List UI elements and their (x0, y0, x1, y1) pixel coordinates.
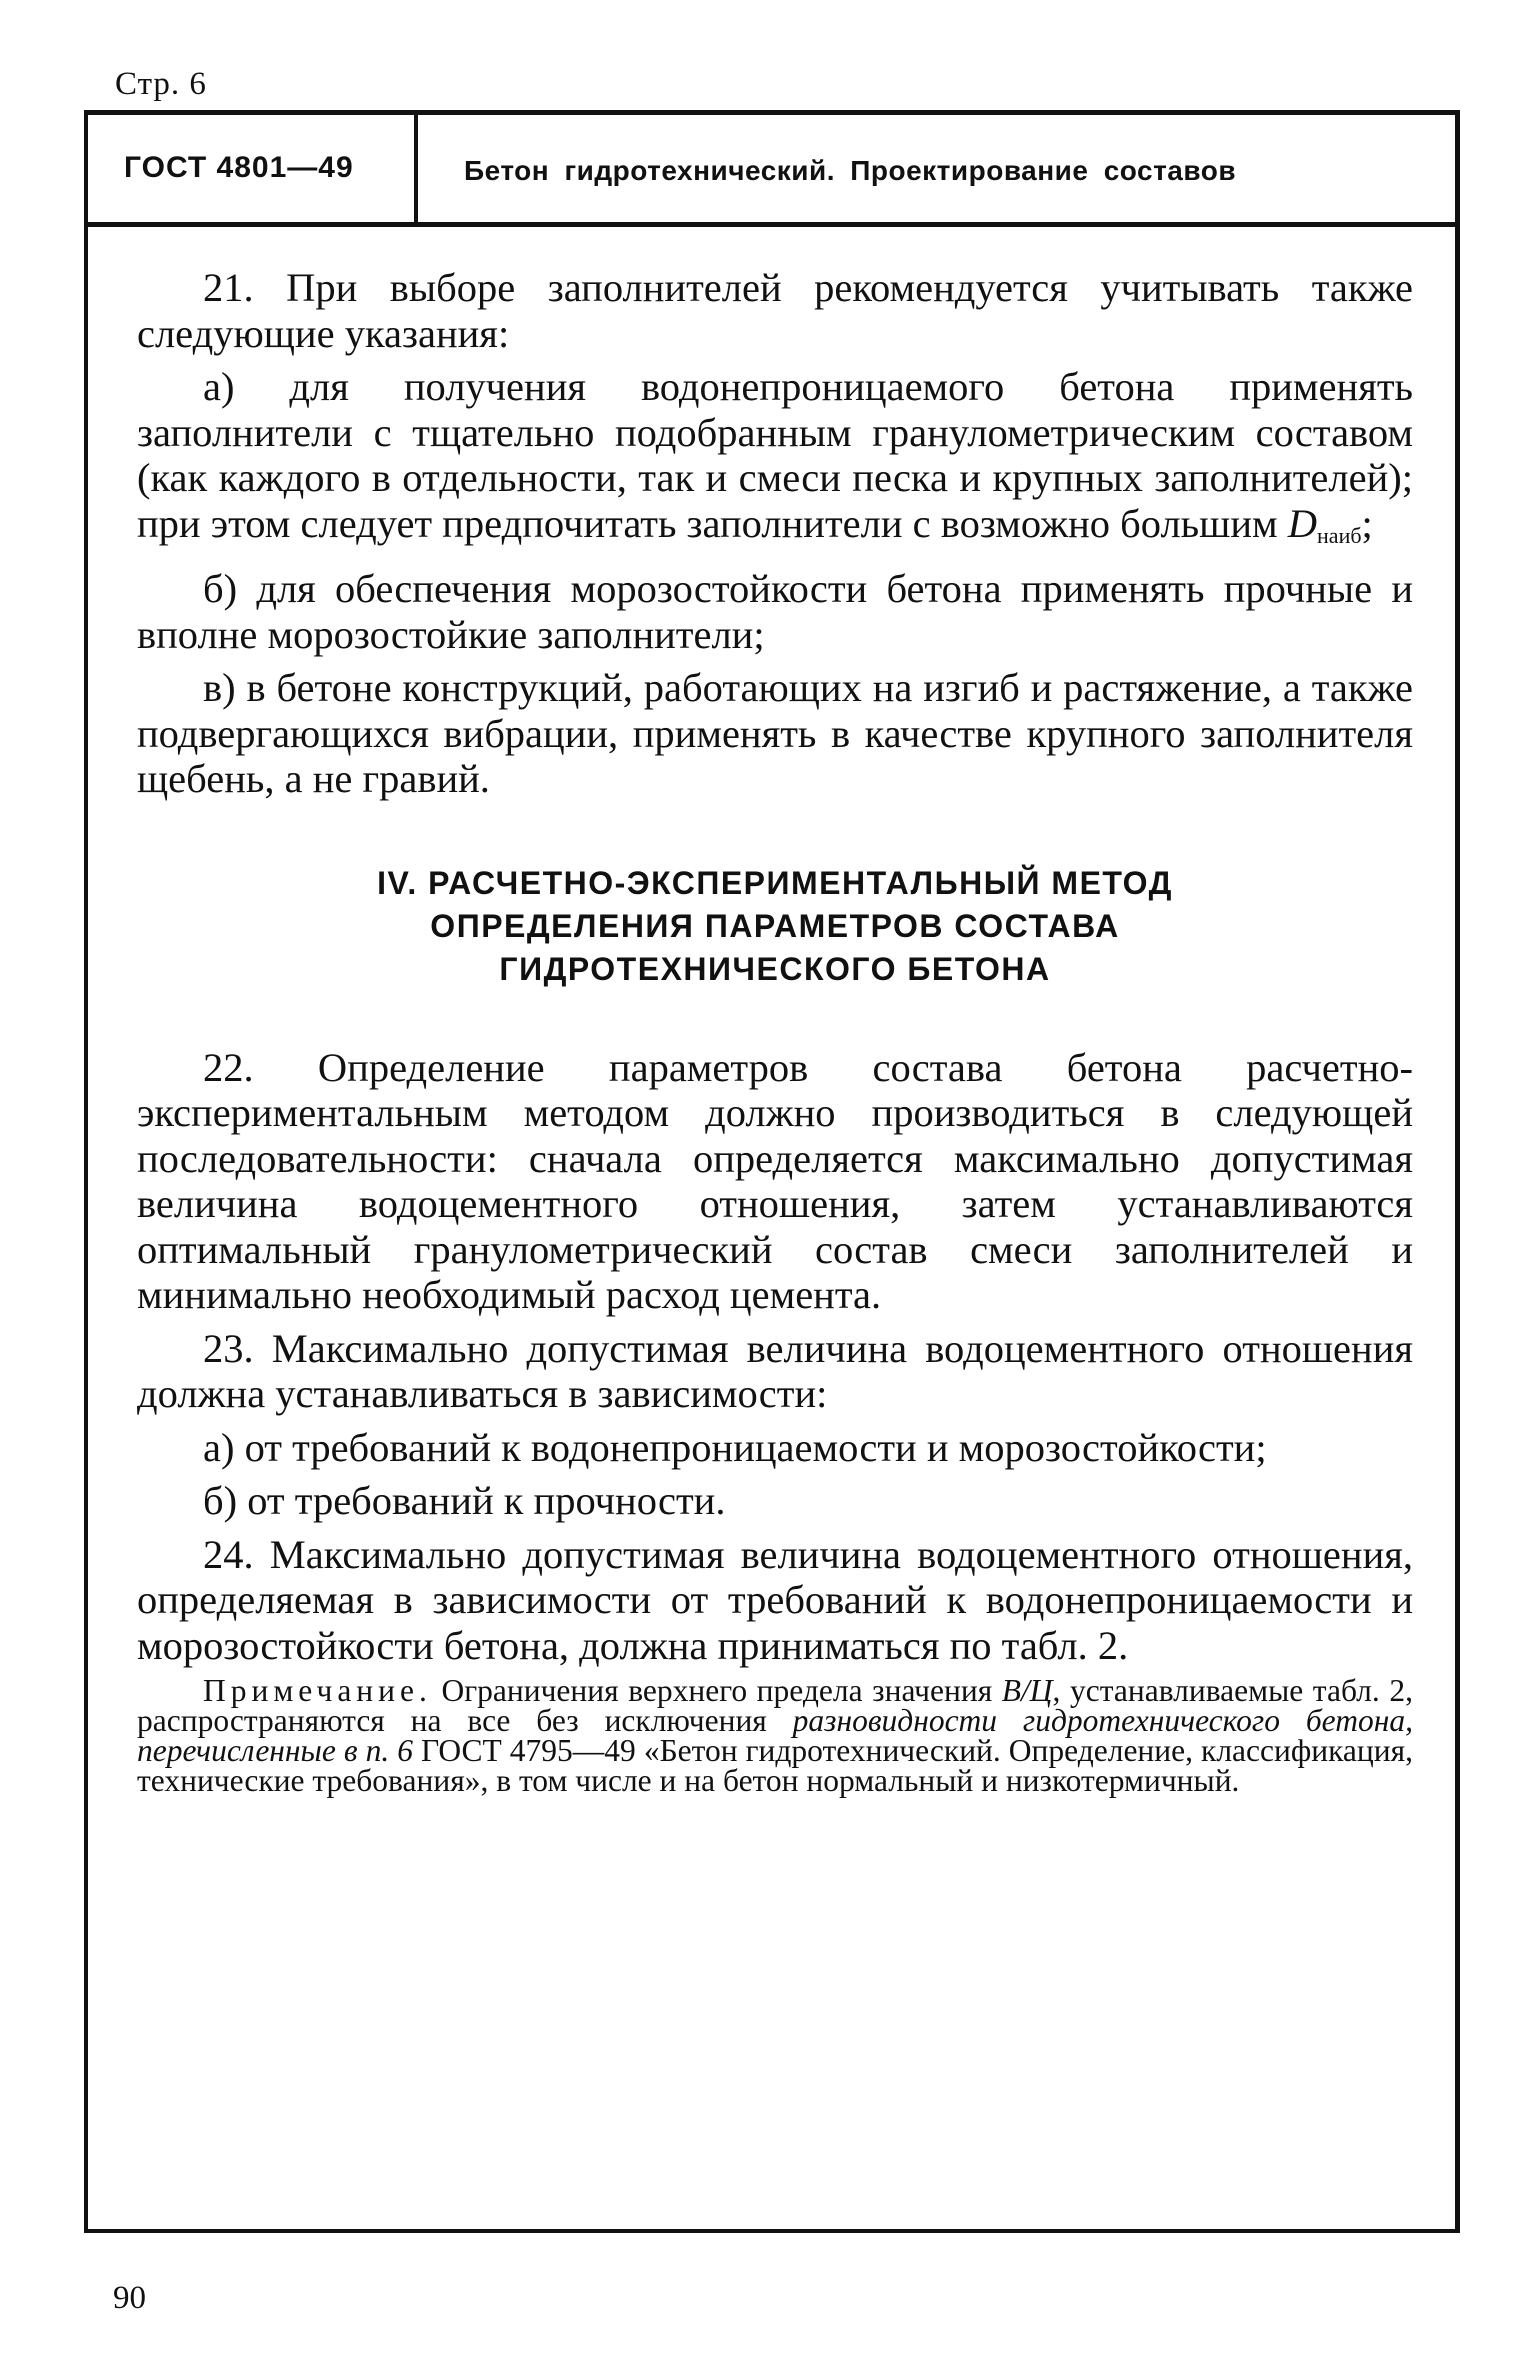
symbol-d: D (1287, 500, 1318, 546)
note-text-3: ГОСТ 4795—49 «Бетон гидротехнический. Определение, классификация, технические требования», в том числе и на бетон нормальный и низкотермичный. (137, 1733, 1413, 1798)
note-text-1: Ограничения верхнего предела значения (431, 1673, 1002, 1708)
section-heading-line-1: IV. РАСЧЕТНО-ЭКСПЕРИМЕНТАЛЬНЫЙ МЕТОД (377, 864, 1173, 901)
clause-23-item-a: а) от требований к водонепроницаемости и морозостойкости; (203, 1424, 1267, 1470)
clause-22: 22. Определение параметров состава бетона расчетно-экспериментальным методом должно производиться в следующей последовательности: сначала определяется максимально допустимая величина водоцементного отношения, затем устанавливаются оптимальный гранулометрический состав смеси заполнителей и минимально необходимый расход цемента. (137, 1044, 1413, 1317)
clause-21-intro: 21. При выборе заполнителей рекомендуется учитывать также следующие указания: (137, 265, 1413, 356)
header-divider (414, 115, 418, 227)
clause-23-item-b: б) от требований к прочности. (203, 1478, 726, 1523)
note-text-2: , устанавливаемые табл. 2, распространяются на все без исключения (137, 1673, 1413, 1738)
clause-21-item-a-text: а) для получения водонепроницаемого бетона применять заполнители с тщательно подобранным гранулометрическим составом (как каждого в отдельности, так и смеси песка и крупных заполнителей); при этом следует предпочитать заполнители с возможно большим (137, 364, 1413, 546)
section-heading (137, 862, 1413, 991)
standard-code: ГОСТ 4801—49 (124, 151, 354, 184)
note-italic-text: разновидности гидротехнического бетона, перечисленные в п. 6 (137, 1703, 1413, 1768)
clause-21-item-c: в) в бетоне конструкций, работающих на изгиб и растяжение, а также подвергающихся вибрации, применять в качестве крупного заполнителя щебень, а не гравий. (137, 665, 1413, 801)
clause-23-intro: 23. Максимально допустимая величина водоцементного отношения должна устанавливаться в зависимости: (137, 1325, 1413, 1416)
running-header (88, 115, 1455, 227)
note-ratio: В/Ц (1001, 1673, 1053, 1708)
page-body (137, 265, 1413, 1796)
note (137, 1673, 1413, 1798)
clause-24: 24. Максимально допустимая величина водоцементного отношения, определяемая в зависимости от требований к водонепроницаемости и морозостойкости бетона, должна приниматься по табл. 2. (137, 1531, 1413, 1668)
note-label: Примечание. (203, 1673, 432, 1708)
page-label: Стр. 6 (115, 66, 207, 102)
page-number: 90 (113, 2280, 146, 2316)
clause-21-item-a (137, 364, 1413, 558)
symbol-subscript: наиб (1317, 522, 1362, 548)
clause-21-item-a-end: ; (1361, 500, 1373, 546)
section-heading-line-2: ОПРЕДЕЛЕНИЯ ПАРАМЕТРОВ СОСТАВА (430, 907, 1120, 944)
section-heading-line-3: ГИДРОТЕХНИЧЕСКОГО БЕТОНА (499, 950, 1051, 987)
standard-title: Бетон гидротехнический. Проектирование составов (464, 155, 1237, 186)
clause-21-item-b: б) для обеспечения морозостойкости бетона применять прочные и вполне морозостойкие заполнители; (137, 566, 1413, 657)
